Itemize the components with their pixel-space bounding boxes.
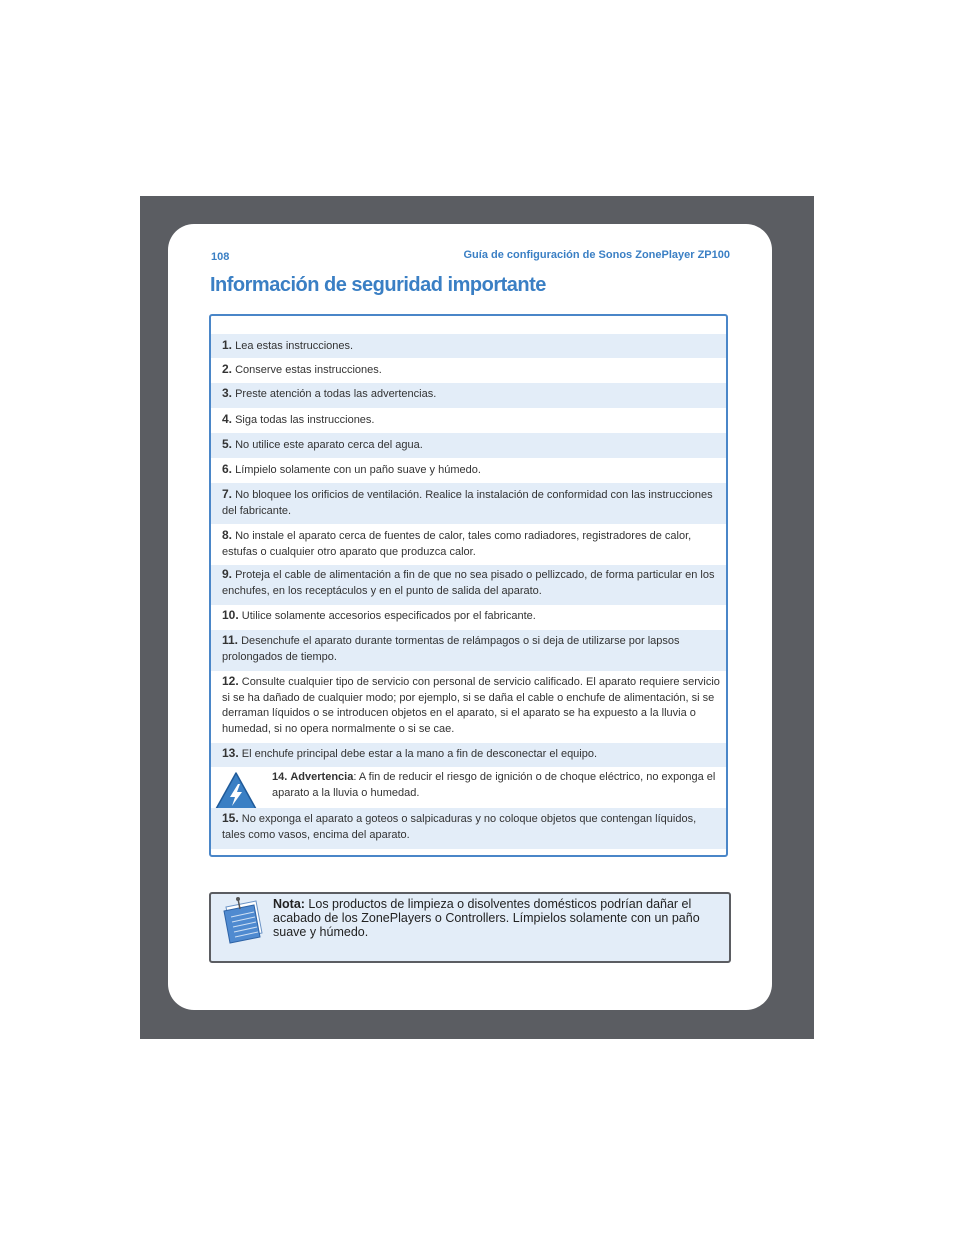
warning-body: : A fin de reducir el riesgo de ignición o de choque eléctrico, no exponga el aparato a la lluvia o humedad. [272,771,716,799]
warning-number: 14. [272,771,288,783]
item-number: 12. [222,674,239,688]
item-text: El enchufe principal debe estar a la mano a fin de desconectar el equipo. [241,748,598,760]
item-text: No utilice este aparato cerca del agua. [235,439,423,451]
item-number: 6. [222,462,233,476]
item-number: 8. [222,528,233,542]
note-paper-icon [216,897,268,945]
list-item [211,483,726,524]
list-item [211,383,726,408]
item-text: No instale el aparato cerca de fuentes de calor, tales como radiadores, registradores de calor, estufas o cualquier otro aparato que produzca calor. [222,530,692,558]
warning-item [211,767,726,808]
list-item [211,808,726,849]
running-header: Guía de configuración de Sonos ZonePlayer ZP100 [463,249,730,261]
item-number: 15. [222,811,239,825]
item-number: 1. [222,338,233,352]
item-text: Desenchufe el aparato durante tormentas de relámpagos o si deja de utilizarse por lapsos prolongados de tiempo. [222,635,680,663]
list-item [211,334,726,358]
page-title: Información de seguridad importante [210,274,546,296]
item-text: Siga todas las instrucciones. [235,414,375,426]
item-number: 4. [222,412,233,426]
item-number: 11. [222,633,239,647]
item-number: 13. [222,746,239,760]
warning-label: Advertencia [290,771,354,783]
item-text: Proteja el cable de alimentación a fin de que no sea pisado o pellizcado, de forma particular en los enchufes, en los receptáculos y en el punto de salida del aparato. [222,569,715,597]
list-item [211,565,726,605]
list-item [211,408,726,433]
item-text: Lea estas instrucciones. [235,340,354,352]
list-item [211,605,726,630]
list-item [211,671,726,743]
note-body: Los productos de limpieza o disolventes domésticos podrían dañar el acabado de los ZonePlayers o Controllers. Límpielos solamente con un paño suave y húmedo. [273,897,700,939]
item-number: 2. [222,362,233,376]
safety-instructions-box [209,314,728,857]
lightning-warning-icon [214,771,258,811]
page-number: 108 [211,251,230,263]
list-item [211,433,726,458]
item-number: 3. [222,386,233,400]
item-text: No bloquee los orificios de ventilación. Realice la instalación de conformidad con las instrucciones del fabricante. [222,489,713,517]
warning-text [272,770,720,801]
item-text: Consulte cualquier tipo de servicio con personal de servicio calificado. El aparato requiere servicio si se ha dañado de cualquier modo; por ejemplo, si se daña el cable o enchufe de alimentación, si se derraman líquidos o se introducen objetos en el aparato, si el aparato se ha expuesto a la lluvia o humedad, si no opera normalmente o si se cae. [222,676,720,735]
list-item [211,358,726,383]
list-item [211,630,726,671]
note-box [209,892,731,963]
item-text: Conserve estas instrucciones. [235,364,382,376]
item-text: No exponga el aparato a goteos o salpicaduras y no coloque objetos que contengan líquidos, tales como vasos, encima del aparato. [222,813,697,841]
item-text: Límpielo solamente con un paño suave y húmedo. [235,464,481,476]
note-text [273,897,725,939]
item-number: 10. [222,608,239,622]
list-item [211,458,726,483]
list-item [211,743,726,767]
note-label: Nota: [273,897,305,911]
item-number: 7. [222,487,233,501]
item-text: Utilice solamente accesorios especificados por el fabricante. [241,610,536,622]
item-number: 9. [222,567,233,581]
list-item [211,524,726,565]
item-number: 5. [222,437,233,451]
document-page [168,224,772,1010]
item-text: Preste atención a todas las advertencias. [235,388,437,400]
